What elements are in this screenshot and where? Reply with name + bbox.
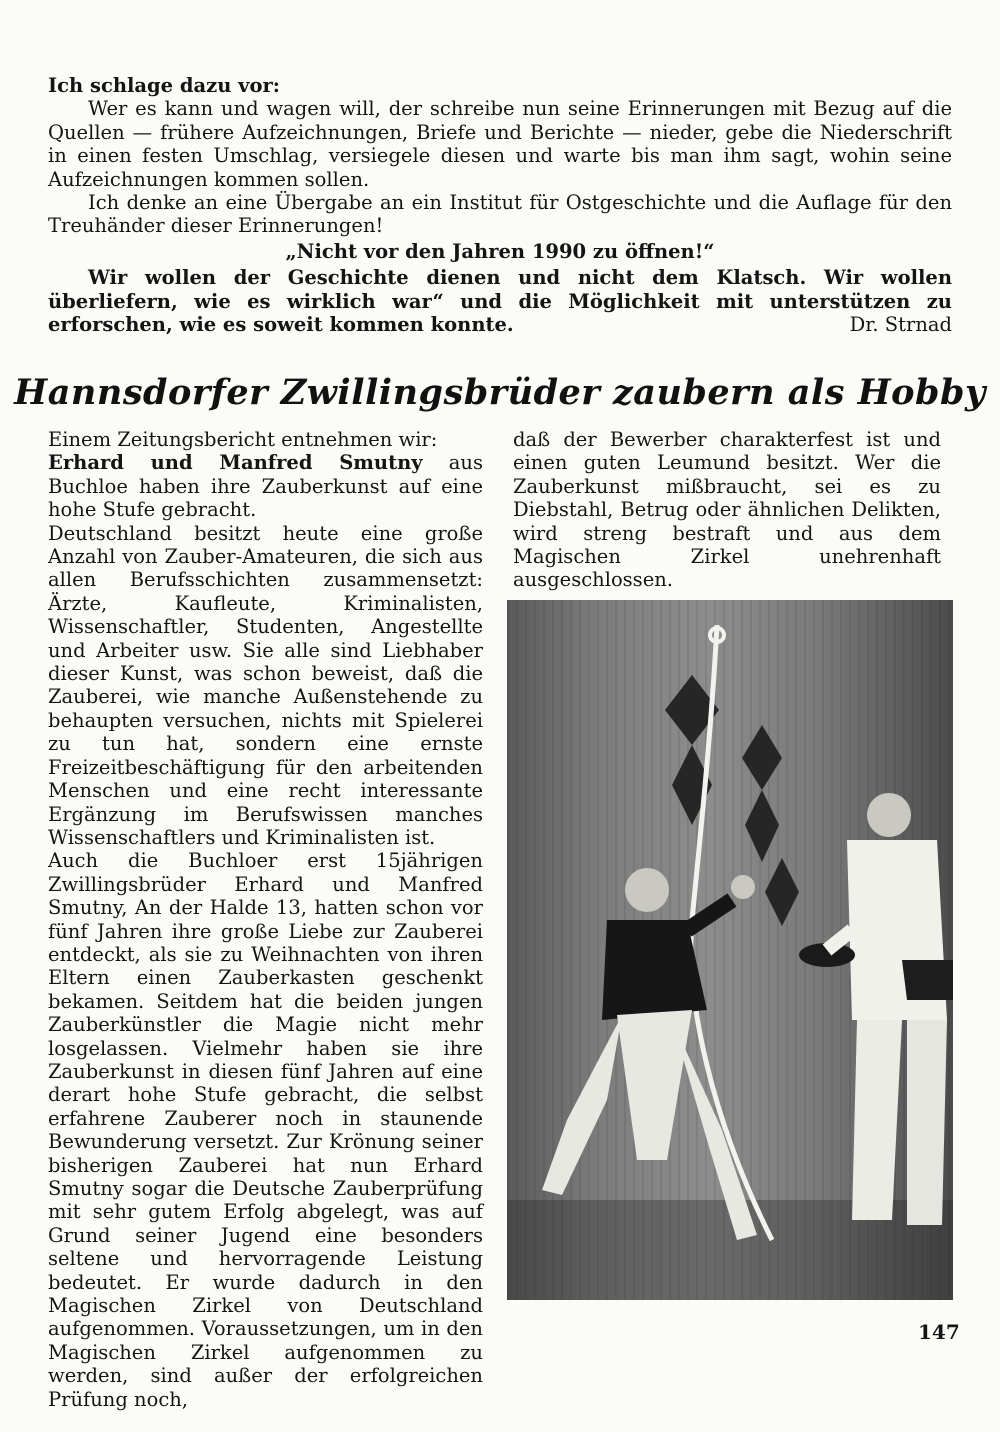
article-paragraph-4: daß der Bewerber charakterfest ist und einen guten Leumund besitzt. Wer die Zauberkunst mißbraucht, sei es zu Diebstahl, Betrug oder ähnlichen Delikten, wird streng bestraft und aus dem Magischen Zirkel unehrenhaft ausgeschlossen. xyxy=(513,428,941,592)
article-headline: Hannsdorfer Zwillingsbrüder zaubern als Hobby xyxy=(14,372,986,413)
article-names: Erhard und Manfred Smutny xyxy=(48,451,423,475)
photo-illustration xyxy=(507,600,953,1300)
article-left-column xyxy=(48,428,483,1411)
signature: Dr. Strnad xyxy=(849,313,952,337)
article-paragraph-3: Auch die Buchloer erst 15jährigen Zwillingsbrüder Erhard und Manfred Smutny, An der Halde 13, hatten schon vor fünf Jahren ihre große Liebe zur Zauberei entdeckt, als sie zu Weihnachten von ihren Eltern einen Zauberkasten geschenkt bekamen. Seitdem hat die beiden jungen Zauberkünstler die Magie nicht mehr losgelassen. Vielmehr haben sie ihre Zauberkunst in diesen fünf Jahren auf eine derart hohe Stufe gebracht, die selbst erfahrene Zauberer noch in staunende Bewunderung versetzt. Zur Krönung seiner bisherigen Zauberei hat nun Erhard Smutny sogar die Deutsche Zauberprüfung mit sehr gutem Erfolg abgelegt, was auf Grund seiner Jugend eine besonders seltene und hervorragende Leistung bedeutet. Er wurde dadurch in den Magischen Zirkel von Deutschland aufgenommen. Voraussetzungen, um in den Magischen Zirkel aufgenommen zu werden, sind außer der erfolgreichen Prüfung noch, xyxy=(48,849,483,1411)
article-paragraph-1 xyxy=(48,451,483,521)
intro-closing-text: Wir wollen der Geschichte dienen und nicht dem Klatsch. Wir wollen überliefern, wie es wirklich war“ und die Möglichkeit mit unterstützen zu erforschen, wie es soweit kommen konnte. xyxy=(48,266,952,337)
intro-closing xyxy=(48,266,952,336)
intro-paragraph-1: Wer es kann und wagen will, der schreibe nun seine Erinnerungen mit Bezug auf die Quellen — frühere Aufzeichnungen, Briefe und Berichte — nieder, gebe die Niederschrift in einen festen Umschlag, versiegele diesen und warte bis man ihm sagt, wohin seine Aufzeichnungen kommen sollen. xyxy=(48,97,952,191)
article-paragraph-1-rest: aus Buchloe haben ihre Zauberkunst auf eine hohe Stufe gebracht. xyxy=(48,451,483,522)
intro-paragraph-2: Ich denke an eine Übergabe an ein Institut für Ostgeschichte und die Auflage für den Treuhänder dieser Erinnerungen! xyxy=(48,191,952,238)
intro-quote: „Nicht vor den Jahren 1990 zu öffnen!“ xyxy=(285,239,715,263)
article-lead: Einem Zeitungsbericht entnehmen wir: xyxy=(48,428,438,451)
article-paragraph-2: Deutschland besitzt heute eine große Anzahl von Zauber-Amateuren, die sich aus allen Berufsschichten zusammensetzt: Ärzte, Kaufleute, Kriminalisten, Wissenschaftler, Studenten, Angestellte und Arbeiter usw. Sie alle sind Liebhaber dieser Kunst, was schon beweist, daß die Zauberei, wie manche Außenstehende zu behaupten versuchen, nichts mit Spielerei zu tun hat, sondern eine ernste Freizeitbeschäftigung für den arbeitenden Menschen und eine recht interessante Ergänzung im Berufswissen manches Wissenschaftlers und Kriminalisten ist. xyxy=(48,521,483,849)
photo-twin-magicians xyxy=(507,600,953,1300)
intro-heading: Ich schlage dazu vor: xyxy=(48,74,280,97)
page-number: 147 xyxy=(918,1320,960,1344)
intro-section xyxy=(48,74,952,336)
article-right-column xyxy=(513,428,941,592)
